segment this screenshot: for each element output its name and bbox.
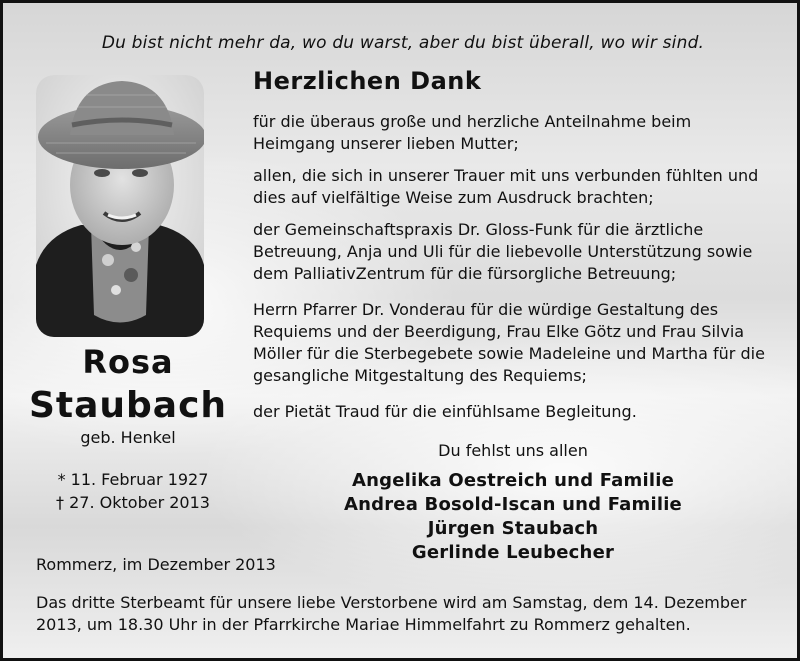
thanks-paragraph: für die überaus große und herzliche Anteilnahme beim Heimgang unserer lieben Mutter; <box>253 112 692 153</box>
thanks-paragraph: der Pietät Traud für die einfühlsame Begleitung. <box>253 402 637 421</box>
thanks-paragraph: allen, die sich in unserer Trauer mit uns verbunden fühlten und dies auf vielfältige Weise zum Ausdruck brachten; <box>253 166 759 207</box>
place-date: Rommerz, im Dezember 2013 <box>36 555 276 574</box>
family-signatures <box>313 469 713 565</box>
death-date: † 27. Oktober 2013 <box>56 493 210 512</box>
family-member: Andrea Bosold-Iscan und Familie <box>344 494 682 515</box>
thanks-paragraph: der Gemeinschaftspraxis Dr. Gloss-Funk für die ärztliche Betreuung, Anja und Uli für die liebevolle Unterstützung sowie dem PalliativZentrum für die fürsorgliche Betreuung; <box>253 220 753 283</box>
thanks-paragraph: Herrn Pfarrer Dr. Vonderau für die würdige Gestaltung des Requiems und der Beerdigung, Frau Elke Götz und Frau Silvia Möller für die Sterbegebete sowie Madeleine und Martha für die gesangliche Mitgestaltung des Requiems; <box>253 300 765 385</box>
deceased-first-name: Rosa <box>82 343 174 381</box>
family-member: Angelika Oestreich und Familie <box>351 470 675 491</box>
family-member: Gerlinde Leubecher <box>411 542 615 563</box>
birth-date: * 11. Februar 1927 <box>57 470 209 489</box>
mass-announcement: Das dritte Sterbeamt für unsere liebe Verstorbene wird am Samstag, dem 14. Dezember 2013, um 18.30 Uhr in der Pfarrkirche Mariae Himmelfahrt zu Rommerz gehalten. <box>36 593 747 634</box>
thanks-heading: Herzlichen Dank <box>253 67 482 95</box>
family-member: Jürgen Staubach <box>427 518 599 539</box>
motto: Du bist nicht mehr da, wo du warst, aber du bist überall, wo wir sind. <box>101 33 705 53</box>
missing-line: Du fehlst uns allen <box>438 441 588 460</box>
deceased-last-name: Staubach <box>28 385 228 426</box>
portrait-photo <box>36 75 204 337</box>
maiden-name: geb. Henkel <box>80 428 176 447</box>
